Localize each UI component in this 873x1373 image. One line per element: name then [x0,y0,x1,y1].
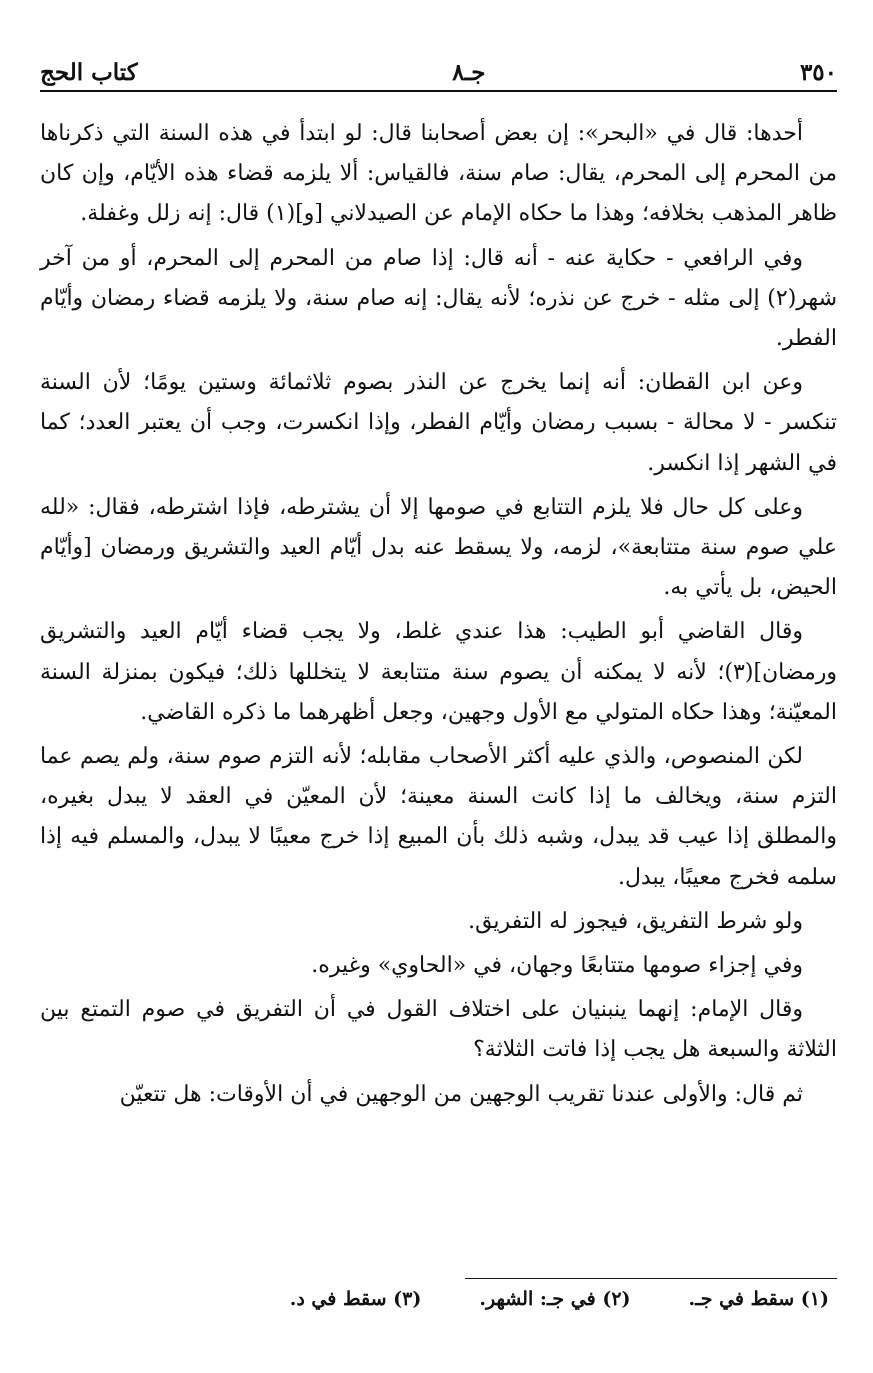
header-rule [40,90,837,92]
paragraph: وعن ابن القطان: أنه إنما يخرج عن النذر بصوم ثلاثمائة وستين يومًا؛ لأن السنة تنكسر - لا محالة - بسبب رمضان وأيّام الفطر، وإذا انكسرت، وجب أن يعتبر العدد؛ كما في الشهر إذا انكسر. [40,370,837,476]
paragraph: وفي الرافعي - حكاية عنه - أنه قال: إذا صام من المحرم إلى المحرم، أو من آخر شهر(٢) إلى مثله - خرج عن نذره؛ لأنه يقال: إنه صام سنة، ولا يلزمه قضاء رمضان وأيّام الفطر. [40,245,837,352]
paragraph: وعلى كل حال فلا يلزم التتابع في صومها إلا أن يشترطه، فإذا اشترطه، فقال: «لله علي صوم سنة متتابعة»، لزمه، ولا يسقط عنه بدل أيّام العيد والتشريق ورمضان [وأيّام الحيض، بل يأتي به. [40,494,837,601]
page-number: ٣٥٠ [799,59,837,86]
paragraph: ثم قال: والأولى عندنا تقريب الوجهين من الوجهين في أن الأوقات: هل تتعيّن [119,1081,803,1107]
volume-label: جـ٨ [452,59,486,86]
footnotes [290,1288,829,1310]
footnote-rule [465,1278,837,1279]
footnote-1: (١) سقط في جـ. [688,1288,829,1310]
footnote-3: (٣) سقط في د. [289,1288,422,1310]
running-header [40,52,837,86]
paragraph: ولو شرط التفريق، فيجوز له التفريق. [468,908,803,934]
paragraph: وقال الإمام: إنهما ينبنيان على اختلاف القول في أن التفريق في صوم التمتع بين الثلاثة والسبعة هل يجب إذا فاتت الثلاثة؟ [40,997,837,1063]
book-page [40,52,837,1310]
main-text [40,114,837,1115]
paragraph: وفي إجزاء صومها متتابعًا وجهان، في «الحاوي» وغيره. [311,953,803,979]
paragraph: لكن المنصوص، والذي عليه أكثر الأصحاب مقابله؛ لأنه التزم صوم سنة، ولم يصم عما التزم سنة، ويخالف ما إذا كانت السنة معينة؛ لأن المعيّن في العقد لا يبدل بغيره، والمطلق إذا عيب قد يبدل، وشبه ذلك بأن المبيع إذا خرج معيبًا لا يبدل، والمسلم فيه إذا سلمه فخرج معيبًا، يبدل. [40,744,837,890]
paragraph: وقال القاضي أبو الطيب: هذا عندي غلط، ولا يجب قضاء أيّام العيد والتشريق ورمضان](٣)؛ لأنه لا يمكنه أن يصوم سنة متتابعة لا يتخللها ذلك؛ فيكون بمنزلة السنة المعيّنة؛ وهذا حكاه المتولي مع الأول وجهين، وجعل أظهرهما ما ذكره القاضي. [40,619,837,725]
book-title: كتاب الحج [40,59,138,86]
footnote-2: (٢) في جـ: الشهر. [479,1288,631,1310]
paragraph: أحدها: قال في «البحر»: إن بعض أصحابنا قال: لو ابتدأ في هذه السنة التي ذكرناها من المحرم إلى المحرم، يقال: صام سنة، فالقياس: ألا يلزمه قضاء هذه الأيّام، وإن كان ظاهر المذهب بخلافه؛ وهذا ما حكاه الإمام عن الصيدلاني [و](١) قال: إنه زلل وغفلة. [40,121,837,227]
